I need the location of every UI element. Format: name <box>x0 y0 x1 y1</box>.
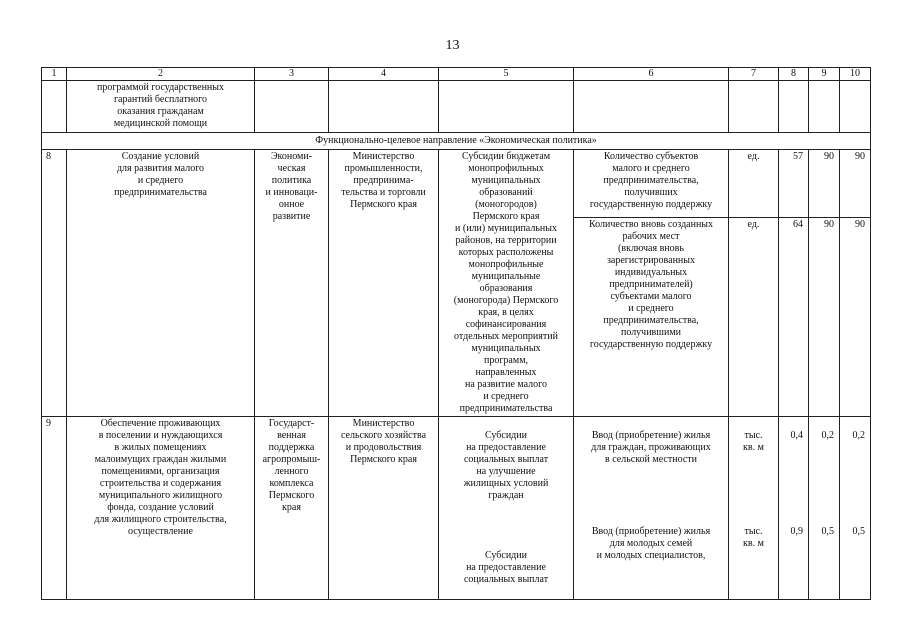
unit-cell: ед. <box>729 218 779 417</box>
program-table <box>41 67 871 600</box>
value-cell: 90 <box>809 150 840 218</box>
indicator-text: Ввод (приобретение) жилья для граждан, проживающих в сельской местности <box>591 430 711 465</box>
unit-cell: ед. <box>729 150 779 218</box>
value-cell: 57 <box>779 150 809 218</box>
section-title-row <box>42 133 871 150</box>
value-cell <box>779 417 809 600</box>
value-cell: 90 <box>840 150 871 218</box>
indicator-cell: Количество субъектов малого и среднего предпринимательства, получивших государственную поддержку <box>574 150 729 218</box>
area-cell: Государст- венная поддержка агропромыш- ленного комплекса Пермского края <box>255 417 329 600</box>
value-cell <box>840 81 871 133</box>
column-header: 8 <box>779 68 809 81</box>
column-header: 7 <box>729 68 779 81</box>
area-cell <box>255 81 329 133</box>
value-cell: 90 <box>840 218 871 417</box>
value-cell <box>809 417 840 600</box>
ministry-cell: Министерство сельского хозяйства и продовольствия Пермского края <box>329 417 439 600</box>
value-cell <box>809 81 840 133</box>
section-title: Функционально-целевое направление «Экономическая политика» <box>42 133 871 150</box>
row-number-cell <box>42 81 67 133</box>
task-name-cell: Обеспечение проживающих в поселении и нуждающихся в жилых помещениях малоимущих граждан жилыми помещениями, организация строительства и содержания муниципального жилищного фонда, создание условий для жилищного строительства, осуществление <box>67 417 255 600</box>
unit-text: тыс. кв. м <box>743 430 764 453</box>
column-header: 2 <box>67 68 255 81</box>
measure-cell: Субсидии бюджетам монопрофильных муниципальных образований (моногородов) Пермского края и (или) муниципальных районов, на территории которых расположены монопрофильные муниципальные образования (моногорода) Пермского края, в целях софинансирования отдельных мероприятий муниципальных программ, направленных на развитие малого и среднего предпринимательства <box>439 150 574 417</box>
table-row-continued <box>42 81 871 133</box>
value-cell: 64 <box>779 218 809 417</box>
indicator-cell <box>574 417 729 600</box>
column-header: 4 <box>329 68 439 81</box>
task-name-cell: программой государственных гарантий бесплатного оказания гражданам медицинской помощи <box>67 81 255 133</box>
page-number: 13 <box>445 38 460 53</box>
value-text: 0,5 <box>852 526 865 537</box>
column-header: 5 <box>439 68 574 81</box>
value-text: 0,4 <box>790 430 803 441</box>
value-cell: 90 <box>809 218 840 417</box>
column-header: 3 <box>255 68 329 81</box>
column-header: 6 <box>574 68 729 81</box>
column-header: 1 <box>42 68 67 81</box>
indicator-text: Ввод (приобретение) жилья для молодых семей и молодых специалистов, <box>591 526 711 561</box>
value-text: 0,2 <box>821 430 834 441</box>
unit-cell <box>729 81 779 133</box>
area-cell: Экономи- ческая политика и инноваци- онное развитие <box>255 150 329 417</box>
table-row-9 <box>42 417 871 600</box>
value-cell <box>840 417 871 600</box>
ministry-cell: Министерство промышленности, предпринима- тельства и торговли Пермского края <box>329 150 439 417</box>
row-number-cell: 8 <box>42 150 67 417</box>
measure-text: Субсидии на предоставление социальных выплат <box>463 550 549 585</box>
indicator-cell: Количество вновь созданных рабочих мест (включая вновь зарегистрированных индивидуальных предпринимателей) субъектами малого и среднего предпринимательства, получившими государственную поддержку <box>574 218 729 417</box>
table-row-8 <box>42 150 871 218</box>
task-name-cell: Создание условий для развития малого и среднего предпринимательства <box>67 150 255 417</box>
value-cell <box>779 81 809 133</box>
column-header-row <box>42 68 871 81</box>
value-text: 0,5 <box>821 526 834 537</box>
value-text: 0,2 <box>852 430 865 441</box>
measure-cell <box>439 417 574 600</box>
column-header: 9 <box>809 68 840 81</box>
unit-cell <box>729 417 779 600</box>
column-header: 10 <box>840 68 871 81</box>
value-text: 0,9 <box>790 526 803 537</box>
ministry-cell <box>329 81 439 133</box>
measure-text: Субсидии на предоставление социальных выплат на улучшение жилищных условий граждан <box>463 430 549 501</box>
unit-text: тыс. кв. м <box>743 526 764 549</box>
indicator-cell <box>574 81 729 133</box>
measure-cell <box>439 81 574 133</box>
row-number-cell: 9 <box>42 417 67 600</box>
